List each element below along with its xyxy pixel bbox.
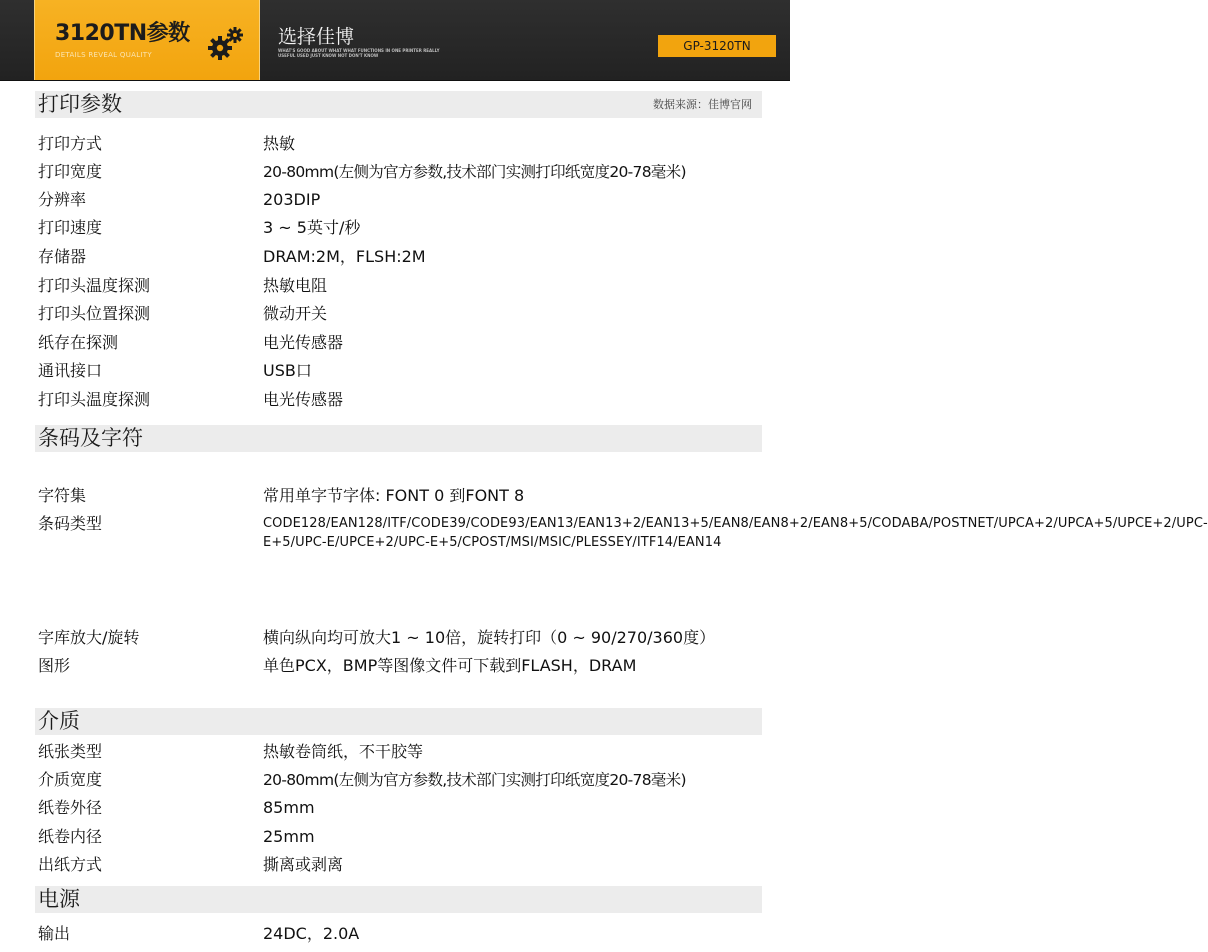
- spec-label: 打印速度: [38, 218, 103, 237]
- spec-label: 出纸方式: [38, 855, 103, 874]
- spec-value: 横向纵向均可放大1 ~ 10倍，旋转打印（0 ~ 90/270/360度）: [263, 628, 716, 647]
- spec-value: 20-80mm(左侧为官方参数,技术部门实测打印纸宽度20-78毫米): [263, 163, 686, 181]
- spec-label: 打印头温度探测: [38, 390, 151, 409]
- spec-value: USB口: [263, 361, 312, 380]
- section-title: 条码及字符: [38, 426, 143, 450]
- spec-value: 25mm: [263, 827, 315, 846]
- spec-label: 打印头位置探测: [38, 304, 151, 323]
- spec-label: 纸卷内径: [38, 827, 103, 846]
- spec-label: 纸张类型: [38, 742, 103, 761]
- gear-icon: [206, 24, 246, 64]
- spec-value: 热敏电阻: [263, 276, 328, 295]
- model-title: 3120TN参数: [55, 21, 190, 46]
- spec-value: 热敏: [263, 134, 296, 153]
- spec-value: 85mm: [263, 798, 315, 817]
- section-barcode-characters: [35, 425, 762, 452]
- header-banner: [0, 0, 790, 81]
- spec-label: 纸存在探测: [38, 333, 119, 352]
- spec-value: CODE128/EAN128/ITF/CODE39/CODE93/EAN13/EAN13+2/EAN13+5/EAN8/EAN8+2/EAN8+5/CODABA/POSTNET/UPCA+2/UPCA+5/UPCE+2/UPC-E+5/UPC-E/UPCE+2/UPC-E+5/CPOST/MSI/MSIC/PLESSEY/ITF14/EAN14: [263, 516, 1208, 550]
- spec-value: 电光传感器: [263, 333, 344, 352]
- spec-label: 存储器: [38, 247, 87, 266]
- spec-label: 图形: [38, 656, 71, 675]
- section-power: [35, 886, 762, 913]
- spec-label: 介质宽度: [38, 770, 103, 789]
- spec-value: 3 ~ 5英寸/秒: [263, 218, 361, 237]
- model-subtitle: DETAILS REVEAL QUALITY: [55, 51, 152, 59]
- spec-label: 打印方式: [38, 134, 103, 153]
- spec-label: 字符集: [38, 486, 87, 505]
- spec-label: 条码类型: [38, 514, 103, 533]
- model-badge: GP-3120TN: [658, 35, 776, 57]
- spec-value: 电光传感器: [263, 390, 344, 409]
- spec-label: 打印头温度探测: [38, 276, 151, 295]
- section-title: 打印参数: [38, 92, 122, 116]
- spec-value: DRAM:2M，FLSH:2M: [263, 247, 426, 266]
- spec-value: 203DIP: [263, 190, 321, 209]
- spec-value: 热敏卷筒纸，不干胶等: [263, 742, 424, 761]
- spec-value: 单色PCX，BMP等图像文件可下载到FLASH，DRAM: [263, 656, 637, 675]
- spec-value: 24DC，2.0A: [263, 924, 360, 943]
- spec-value: 撕离或剥离: [263, 855, 344, 874]
- slogan: 选择佳博: [278, 26, 355, 48]
- section-title: 电源: [38, 887, 80, 911]
- spec-value: 20-80mm(左侧为官方参数,技术部门实测打印纸宽度20-78毫米): [263, 771, 686, 789]
- section-print-parameters: [35, 91, 762, 118]
- spec-label: 分辨率: [38, 190, 87, 209]
- spec-label: 输出: [38, 924, 71, 943]
- spec-label: 通讯接口: [38, 361, 103, 380]
- model-tab: [34, 0, 260, 80]
- slogan-subtext: WHAT'S GOOD ABOUT WHAT WHAT FUNCTIONS IN ONE PRINTER REALLY USEFUL USED JUST KNOW NOT DON'T KNOW: [278, 48, 440, 58]
- spec-value: 微动开关: [263, 304, 328, 323]
- spec-label: 打印宽度: [38, 162, 103, 181]
- spec-label: 纸卷外径: [38, 798, 103, 817]
- spec-value: 常用单字节字体: FONT 0 到FONT 8: [263, 486, 525, 505]
- spec-label: 字库放大/旋转: [38, 628, 140, 647]
- section-media: [35, 708, 762, 735]
- data-source-note: 数据来源：佳博官网: [653, 98, 752, 111]
- section-title: 介质: [38, 709, 80, 733]
